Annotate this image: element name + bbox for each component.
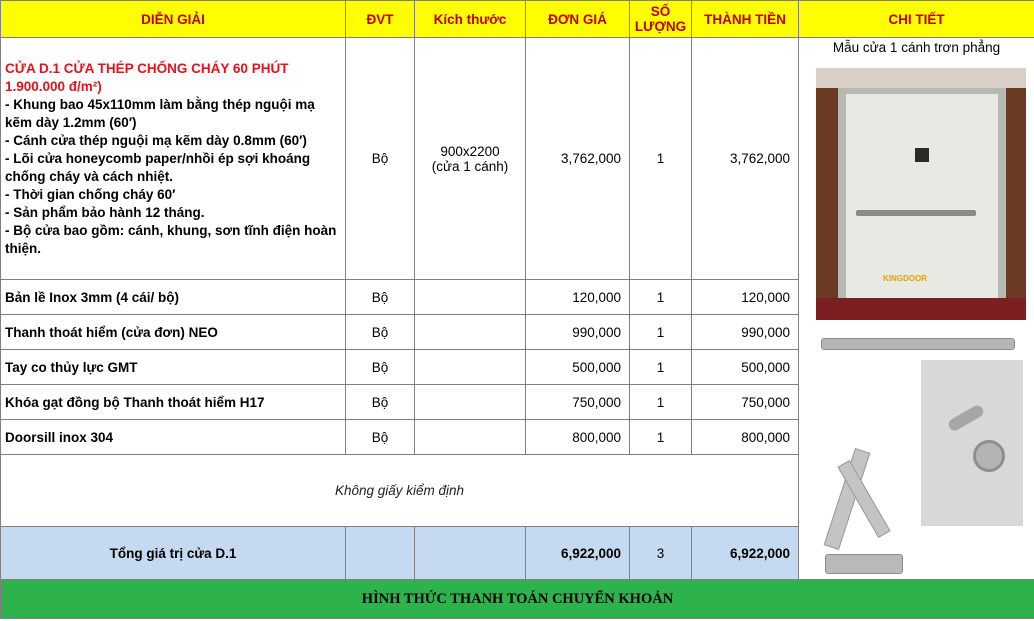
main-item-row — [1, 38, 1034, 280]
total-size — [415, 527, 526, 580]
total-unit — [346, 527, 415, 580]
floor-shape — [816, 298, 1026, 320]
door-photo — [816, 68, 1026, 320]
main-item-description — [1, 38, 346, 280]
total-label: Tổng giá trị cửa D.1 — [1, 527, 346, 580]
payment-row — [1, 580, 1034, 619]
item-size — [415, 280, 526, 315]
wall-shape — [816, 68, 1026, 88]
header-unit: ĐVT — [346, 1, 415, 38]
closer-body-shape — [825, 554, 903, 574]
header-description: DIỄN GIẢI — [1, 1, 346, 38]
main-item-amount: 3,762,000 — [692, 38, 799, 280]
item-unit: Bộ — [346, 315, 415, 350]
spec-line: - Lõi cửa honeycomb paper/nhồi ép sợi khoáng chống cháy và cách nhiệt. — [5, 150, 311, 184]
payment-method: HÌNH THỨC THANH TOÁN CHUYỂN KHOẢN — [1, 580, 1034, 619]
item-name: Tay co thủy lực GMT — [1, 350, 346, 385]
panic-bar-photo — [821, 338, 1015, 350]
header-unit-price: ĐƠN GIÁ — [526, 1, 630, 38]
header-row — [1, 1, 1034, 38]
spec-line: - Sản phẩm bảo hành 12 tháng. — [5, 204, 205, 220]
item-unit: Bộ — [346, 420, 415, 455]
main-item-qty: 1 — [630, 38, 692, 280]
item-amount: 120,000 — [692, 280, 799, 315]
door-closer-photo — [819, 428, 917, 578]
item-amount: 750,000 — [692, 385, 799, 420]
main-item-price-per-m2: 1.900.000 đ/m²) — [5, 78, 102, 94]
item-price: 750,000 — [526, 385, 630, 420]
spec-line: - Bộ cửa bao gồm: cánh, khung, sơn tĩnh điện hoàn thiện. — [5, 222, 337, 256]
lever-lock-photo — [921, 360, 1023, 526]
item-price: 500,000 — [526, 350, 630, 385]
item-name: Doorsill inox 304 — [1, 420, 346, 455]
certification-note: Không giấy kiểm định — [1, 455, 799, 527]
item-unit: Bộ — [346, 350, 415, 385]
item-amount: 800,000 — [692, 420, 799, 455]
header-quantity-line2: LƯỢNG — [634, 19, 687, 34]
detail-caption: Mẫu cửa 1 cánh trơn phẳng — [832, 40, 1001, 55]
item-unit: Bộ — [346, 280, 415, 315]
lock-rosette-shape — [973, 440, 1005, 472]
main-item-unit: Bộ — [346, 38, 415, 280]
spec-line: - Khung bao 45x110mm làm bằng thép nguội mạ kẽm dày 1.2mm (60′) — [5, 96, 315, 130]
item-price: 800,000 — [526, 420, 630, 455]
header-size: Kích thước — [415, 1, 526, 38]
item-amount: 990,000 — [692, 315, 799, 350]
panic-bar-shape — [856, 210, 976, 216]
item-qty: 1 — [630, 350, 692, 385]
header-quantity — [630, 1, 692, 38]
item-name: Khóa gạt đồng bộ Thanh thoát hiểm H17 — [1, 385, 346, 420]
detail-cell — [799, 38, 1034, 580]
item-price: 990,000 — [526, 315, 630, 350]
item-unit: Bộ — [346, 385, 415, 420]
spec-line: - Thời gian chống cháy 60′ — [5, 186, 176, 202]
total-qty: 3 — [630, 527, 692, 580]
main-item-price: 3,762,000 — [526, 38, 630, 280]
item-size — [415, 420, 526, 455]
total-amount: 6,922,000 — [692, 527, 799, 580]
item-qty: 1 — [630, 385, 692, 420]
item-amount: 500,000 — [692, 350, 799, 385]
total-price: 6,922,000 — [526, 527, 630, 580]
main-item-size — [415, 38, 526, 280]
item-name: Bản lề Inox 3mm (4 cái/ bộ) — [1, 280, 346, 315]
header-detail: CHI TIẾT — [799, 1, 1034, 38]
header-quantity-line1: SỐ — [650, 4, 671, 19]
header-amount: THÀNH TIỀN — [692, 1, 799, 38]
exit-sign-icon — [915, 148, 929, 162]
lever-handle-shape — [947, 403, 986, 432]
item-price: 120,000 — [526, 280, 630, 315]
item-size — [415, 385, 526, 420]
item-size — [415, 315, 526, 350]
item-qty: 1 — [630, 280, 692, 315]
main-item-title: CỬA D.1 CỬA THÉP CHỐNG CHÁY 60 PHÚT — [5, 60, 289, 76]
size-note: (cửa 1 cánh) — [431, 158, 509, 174]
spec-line: - Cánh cửa thép nguội mạ kẽm dày 0.8mm (60′) — [5, 132, 307, 148]
item-qty: 1 — [630, 315, 692, 350]
item-name: Thanh thoát hiểm (cửa đơn) NEO — [1, 315, 346, 350]
item-size — [415, 350, 526, 385]
kingdoor-logo: KINGDOOR — [883, 274, 927, 283]
item-qty: 1 — [630, 420, 692, 455]
size-dimensions: 900x2200 — [440, 143, 500, 159]
